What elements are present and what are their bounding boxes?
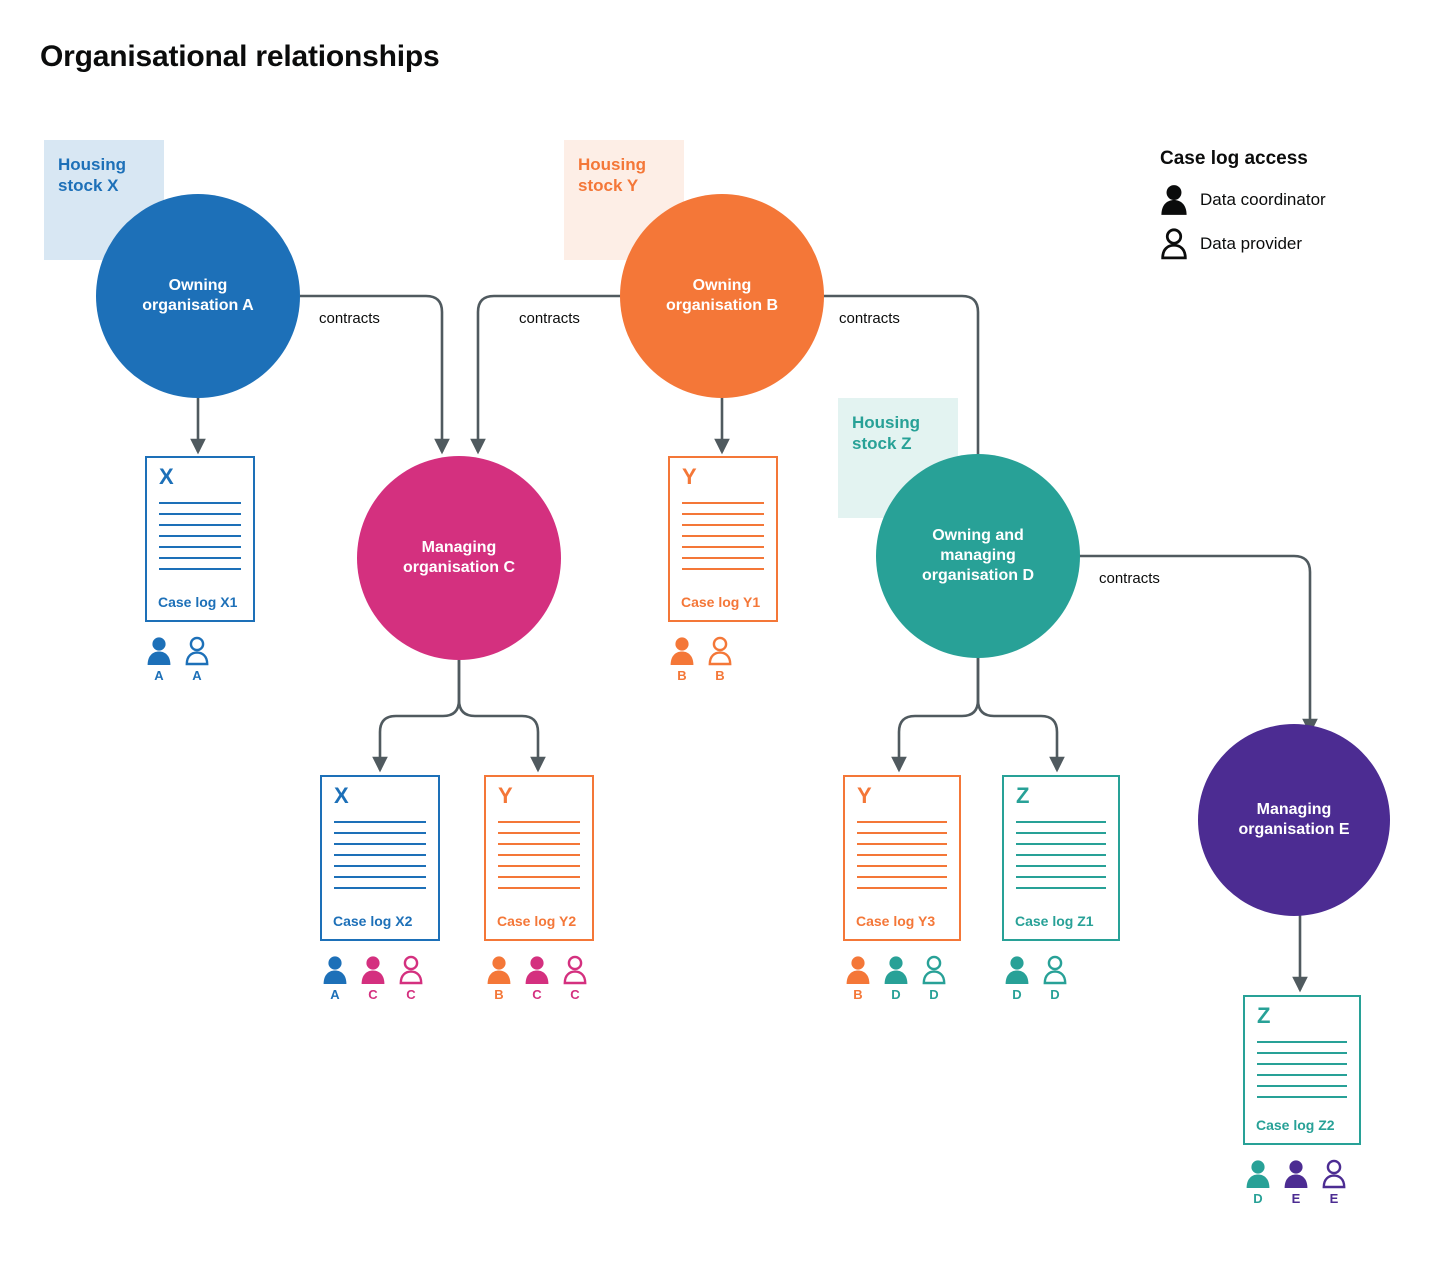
access-label: C [532, 987, 542, 1002]
person-outline-icon [398, 955, 424, 985]
housing-stock-x-line1: Housing [58, 155, 126, 174]
case-log-y2-access [486, 955, 588, 1002]
org-node-a[interactable] [96, 194, 300, 398]
access-provider-c [562, 955, 588, 1002]
access-provider-d [1042, 955, 1068, 1002]
org-d-line2: managing [940, 547, 1016, 564]
org-e-line1: Managing [1256, 801, 1332, 818]
doc-lines [334, 821, 426, 898]
access-provider-c [398, 955, 424, 1002]
access-label: D [929, 987, 939, 1002]
access-label: C [570, 987, 580, 1002]
legend-item-label: Data provider [1200, 234, 1303, 253]
org-d-line3: organisation D [921, 567, 1034, 584]
org-e-line2: organisation E [1238, 821, 1350, 838]
access-label: A [330, 987, 340, 1002]
person-filled-icon [1004, 955, 1030, 985]
org-c-line1: Managing [421, 539, 497, 556]
access-coordinator-c [524, 955, 550, 1002]
person-filled-icon [1245, 1159, 1271, 1189]
person-outline-icon [1160, 228, 1188, 260]
person-outline-icon [707, 636, 733, 666]
access-coordinator-a [322, 955, 348, 1002]
housing-stock-z-line1: Housing [852, 413, 920, 432]
access-provider-b [707, 636, 733, 683]
org-b-line2: organisation B [665, 297, 778, 314]
person-filled-icon [146, 636, 172, 666]
org-node-e[interactable] [1198, 724, 1390, 916]
case-log-y1[interactable] [668, 456, 778, 622]
case-log-z2-access [1245, 1159, 1347, 1206]
person-filled-icon [883, 955, 909, 985]
access-coordinator-d [1245, 1159, 1271, 1206]
person-filled-icon [1160, 184, 1188, 216]
access-coordinator-e [1283, 1159, 1309, 1206]
org-node-b[interactable] [620, 194, 824, 398]
access-label: B [853, 987, 863, 1002]
person-outline-icon [184, 636, 210, 666]
person-filled-icon [524, 955, 550, 985]
legend-item-data-coordinator [1160, 184, 1420, 216]
org-a-line2: organisation A [142, 297, 254, 314]
org-a-line1: Owning [168, 277, 228, 294]
case-log-x2[interactable] [320, 775, 440, 941]
doc-lines [498, 821, 580, 898]
access-provider-d [921, 955, 947, 1002]
org-node-d[interactable] [876, 454, 1080, 658]
access-label: D [1050, 987, 1060, 1002]
legend-item-data-provider [1160, 228, 1420, 260]
access-label: A [154, 668, 164, 683]
org-d-line1: Owning and [932, 527, 1024, 544]
access-coordinator-b [486, 955, 512, 1002]
person-filled-icon [669, 636, 695, 666]
housing-stock-y-line1: Housing [578, 155, 646, 174]
person-filled-icon [322, 955, 348, 985]
access-label: D [891, 987, 901, 1002]
case-log-y2[interactable] [484, 775, 594, 941]
access-label: D [1253, 1191, 1263, 1206]
case-log-y1-label: Case log Y1 [681, 594, 761, 610]
access-provider-a [184, 636, 210, 683]
doc-lines [1016, 821, 1106, 898]
edge-label-b-to-c: contracts [516, 310, 583, 327]
case-log-x1-label: Case log X1 [158, 594, 238, 610]
case-log-y3-label: Case log Y3 [856, 913, 936, 929]
edge-label-b-to-d: contracts [836, 310, 903, 327]
legend-item-label: Data coordinator [1200, 190, 1326, 209]
case-log-y2-letter: Y [498, 783, 513, 808]
person-outline-icon [921, 955, 947, 985]
access-label: B [494, 987, 504, 1002]
access-coordinator-d [883, 955, 909, 1002]
case-log-x1-letter: X [159, 464, 174, 489]
legend-title: Case log access [1160, 148, 1308, 169]
case-log-y1-access [669, 636, 733, 683]
case-log-y2-label: Case log Y2 [497, 913, 577, 929]
access-label: B [715, 668, 725, 683]
access-coordinator-c [360, 955, 386, 1002]
access-label: D [1012, 987, 1022, 1002]
doc-lines [1257, 1041, 1347, 1107]
case-log-z2-letter: Z [1257, 1003, 1271, 1028]
access-label: A [192, 668, 202, 683]
case-log-x2-label: Case log X2 [333, 913, 413, 929]
case-log-y1-letter: Y [682, 464, 697, 489]
legend [1160, 148, 1420, 272]
edge-label-d-to-e: contracts [1096, 570, 1163, 587]
doc-lines [682, 502, 764, 579]
case-log-x2-access [322, 955, 424, 1002]
doc-lines [159, 502, 241, 579]
case-log-z1[interactable] [1002, 775, 1120, 941]
case-log-z1-letter: Z [1016, 783, 1030, 808]
access-coordinator-a [146, 636, 172, 683]
housing-stock-y-line2: stock Y [578, 176, 639, 196]
case-log-x2-letter: X [334, 783, 349, 808]
person-outline-icon [1321, 1159, 1347, 1189]
person-outline-icon [1042, 955, 1068, 985]
edge-label-a-to-c: contracts [316, 310, 383, 327]
case-log-y3[interactable] [843, 775, 961, 941]
access-coordinator-b [669, 636, 695, 683]
page-title: Organisational relationships [40, 40, 440, 73]
access-label: C [406, 987, 416, 1002]
access-coordinator-b [845, 955, 871, 1002]
access-coordinator-d [1004, 955, 1030, 1002]
person-outline-icon [562, 955, 588, 985]
case-log-z2[interactable] [1243, 995, 1361, 1145]
access-label: E [1291, 1191, 1301, 1206]
org-node-c[interactable] [357, 456, 561, 660]
case-log-z1-access [1004, 955, 1068, 1002]
person-filled-icon [845, 955, 871, 985]
person-filled-icon [1283, 1159, 1309, 1189]
access-label: B [677, 668, 687, 683]
person-filled-icon [360, 955, 386, 985]
access-provider-e [1321, 1159, 1347, 1206]
access-label: C [368, 987, 378, 1002]
case-log-z1-label: Case log Z1 [1015, 913, 1094, 929]
org-c-line2: organisation C [402, 559, 515, 576]
person-filled-icon [486, 955, 512, 985]
case-log-y3-access [845, 955, 947, 1002]
doc-lines [857, 821, 947, 898]
housing-stock-x-line2: stock X [58, 176, 119, 196]
case-log-z2-label: Case log Z2 [1256, 1117, 1335, 1133]
case-log-x1[interactable] [145, 456, 255, 622]
case-log-x1-access [146, 636, 210, 683]
org-b-line1: Owning [692, 277, 752, 294]
access-label: E [1329, 1191, 1339, 1206]
case-log-y3-letter: Y [857, 783, 872, 808]
housing-stock-z-line2: stock Z [852, 434, 912, 454]
